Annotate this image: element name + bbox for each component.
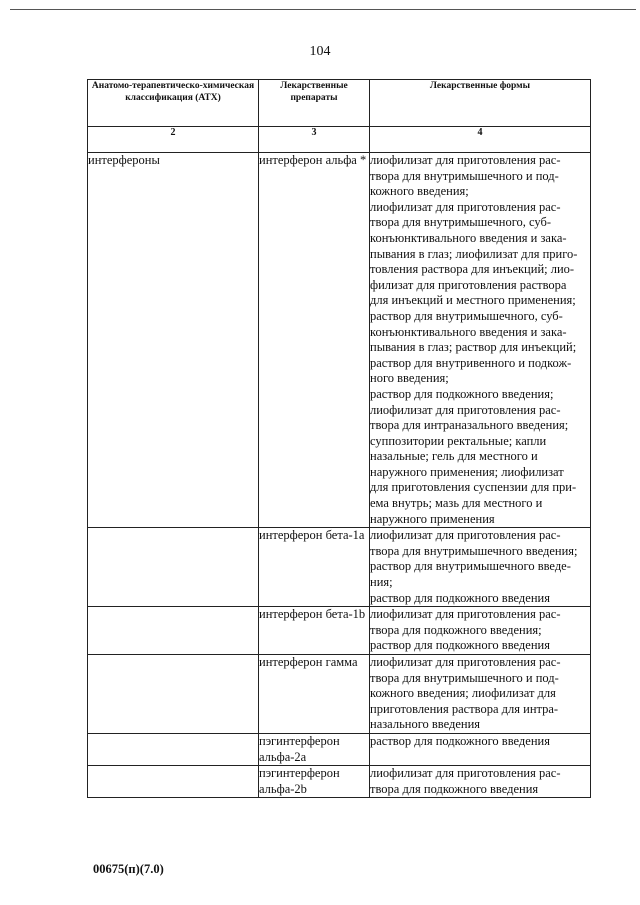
dosage-form-line: твора для внутримышечного, суб-	[370, 215, 552, 230]
dosage-forms-cell	[370, 528, 591, 607]
dosage-forms-cell	[370, 153, 591, 528]
dosage-form-line: твора для внутримышечного и под-	[370, 670, 559, 685]
atx-group-cell	[88, 528, 259, 607]
dosage-form-line: ния;	[370, 575, 393, 590]
dosage-form-line: твора для подкожного введения	[370, 781, 539, 796]
dosage-form-line: лиофилизат для приготовления рас-	[370, 655, 561, 669]
dosage-form-line: суппозитории ректальные; капли	[370, 433, 547, 448]
column-number-forms: 4	[370, 127, 591, 153]
dosage-form-line: ного введения;	[370, 371, 449, 386]
table-row	[88, 153, 591, 528]
dosage-form-line: товления раствора для инъекций; лио-	[370, 262, 575, 277]
header-atx: Анатомо-терапевтическо-химическая классификация (АТХ)	[88, 80, 259, 127]
dosage-form-line: раствор для подкожного введения;	[370, 386, 554, 401]
dosage-form-line: лиофилизат для приготовления рас-	[370, 528, 561, 543]
dosage-form-line: твора для внутримышечного введения;	[370, 543, 578, 558]
table-row	[88, 655, 591, 734]
dosage-form-line: для приготовления суспензии для при-	[370, 480, 577, 495]
atx-group-cell: интерфероны	[88, 153, 259, 528]
dosage-form-line: пывания в глаз; лиофилизат для приго-	[370, 246, 578, 261]
drug-name-cell: интерферон бета-1b	[259, 607, 370, 655]
dosage-form-line: наружного применения	[370, 511, 495, 526]
atx-group-cell	[88, 766, 259, 798]
dosage-form-line: филизат для приготовления раствора	[370, 277, 567, 292]
atx-group-cell	[88, 655, 259, 734]
atx-group-cell	[88, 733, 259, 765]
drug-name-cell: интерферон гамма	[259, 655, 370, 734]
drug-name-cell: пэгинтерферон альфа-2a	[259, 733, 370, 765]
dosage-form-line: раствор для внутримышечного введе-	[370, 559, 571, 574]
dosage-form-line: конъюнктивального введения и зака-	[370, 230, 567, 245]
header-forms: Лекарственные формы	[370, 80, 591, 127]
drug-name-cell: интерферон бета-1a	[259, 528, 370, 607]
table-row	[88, 607, 591, 655]
column-number-atx: 2	[88, 127, 259, 153]
dosage-form-line: конъюнктивального введения и зака-	[370, 324, 567, 339]
column-number-row	[88, 127, 591, 153]
dosage-form-line: назальные; гель для местного и	[370, 449, 538, 464]
table-row	[88, 733, 591, 765]
dosage-form-line: лиофилизат для приготовления рас-	[370, 766, 561, 781]
dosage-form-line: кожного введения; лиофилизат для	[370, 686, 556, 701]
dosage-form-line: для инъекций и местного применения;	[370, 293, 576, 308]
page-number: 104	[309, 44, 331, 59]
dosage-forms-cell	[370, 607, 591, 655]
dosage-form-line: назального введения	[370, 717, 481, 732]
dosage-form-line: раствор для внутримышечного, суб-	[370, 308, 563, 323]
top-rule	[10, 9, 636, 10]
dosage-forms-cell	[370, 655, 591, 734]
atx-group-cell	[88, 607, 259, 655]
dosage-form-line: кожного введения;	[370, 184, 469, 199]
table-row	[88, 528, 591, 607]
dosage-form-line: лиофилизат для приготовления рас-	[370, 402, 561, 417]
dosage-form-line: раствор для внутривенного и подкож-	[370, 355, 572, 370]
dosage-form-line: пывания в глаз; раствор для инъекций;	[370, 340, 577, 355]
medicines-table	[87, 79, 591, 798]
dosage-form-line: раствор для подкожного введения	[370, 638, 550, 653]
dosage-form-line: лиофилизат для приготовления рас-	[370, 607, 561, 622]
dosage-form-line: приготовления раствора для интра-	[370, 701, 559, 716]
dosage-form-line: твора для интраназального введения;	[370, 418, 569, 433]
header-drugs: Лекарственные препараты	[259, 80, 370, 127]
drug-name-cell: интерферон альфа *	[259, 153, 370, 528]
table-row	[88, 766, 591, 798]
dosage-form-line: ема внутрь; мазь для местного и	[370, 496, 543, 511]
dosage-form-line: наружного применения; лиофилизат	[370, 464, 564, 479]
column-number-drugs: 3	[259, 127, 370, 153]
dosage-forms-cell	[370, 733, 591, 765]
header-row	[88, 80, 591, 127]
dosage-form-line: лиофилизат для приготовления рас-	[370, 153, 561, 167]
footer-document-code: 00675(п)(7.0)	[93, 862, 164, 876]
dosage-form-line: лиофилизат для приготовления рас-	[370, 199, 561, 214]
dosage-form-line: раствор для подкожного введения	[370, 590, 550, 605]
dosage-forms-cell	[370, 766, 591, 798]
dosage-form-line: раствор для подкожного введения	[370, 733, 550, 748]
dosage-form-line: твора для подкожного введения;	[370, 622, 542, 637]
drug-name-cell: пэгинтерферон альфа-2b	[259, 766, 370, 798]
dosage-form-line: твора для внутримышечного и под-	[370, 168, 559, 183]
